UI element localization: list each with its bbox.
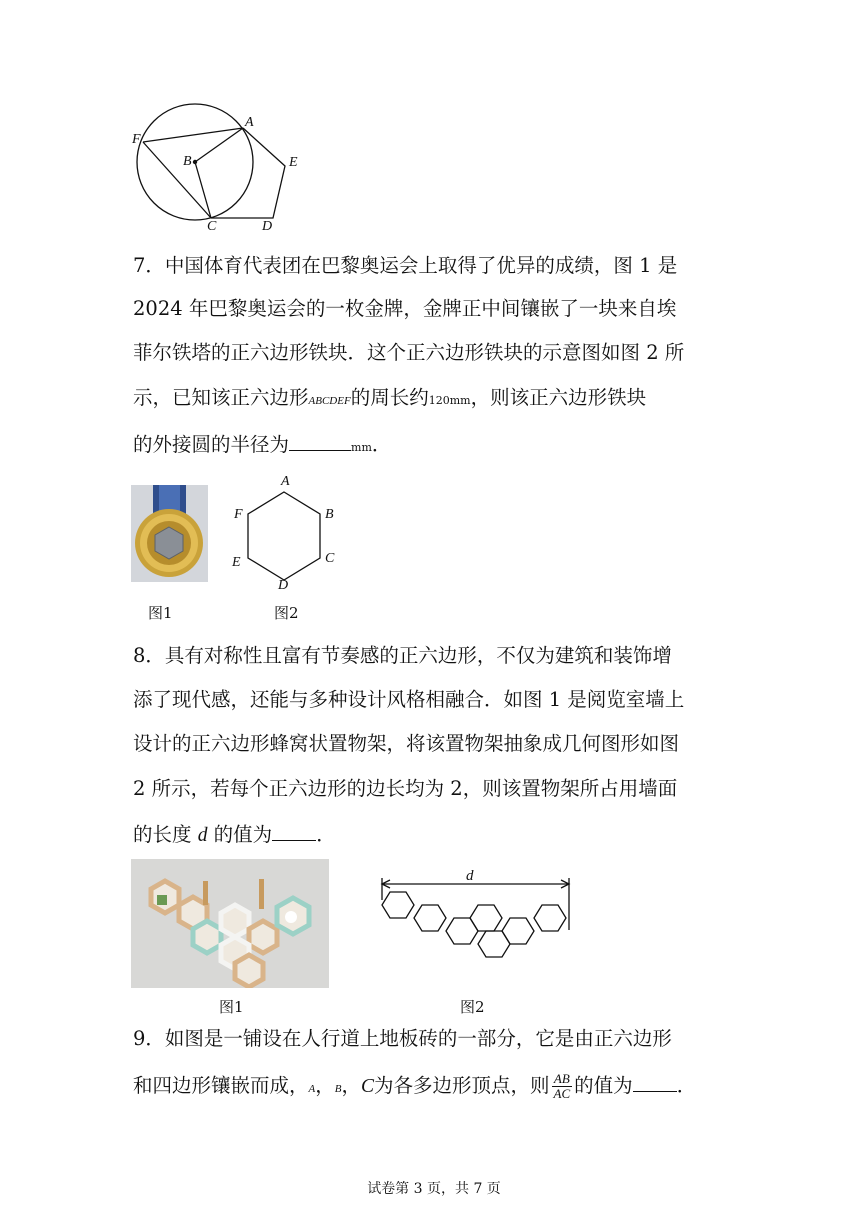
dimension-label-d: d [466,868,474,884]
hexagon-shelf-photo [131,859,329,988]
q7-line-1: 7．中国体育代表团在巴黎奥运会上取得了优异的成绩，图 1 是 [133,254,678,277]
q9-point-c: C [361,1076,375,1097]
page-footer: 试卷第 3 页，共 7 页 [367,1181,501,1197]
q9-text: 的值为 [574,1074,633,1097]
q9-fraction [552,1072,573,1101]
q7-perimeter: 120mm [428,394,471,407]
q9-line-2 [133,1072,696,1101]
q7-line-2: 2024 年巴黎奥运会的一枚金牌，金牌正中间镶嵌了一块来自埃 [133,297,677,320]
q7-line-3: 菲尔铁塔的正六边形铁块．这个正六边形铁块的示意图如图 2 所 [133,341,685,364]
q8-fig2-caption: 图2 [460,998,485,1016]
q8-line-5 [133,822,336,848]
q8-line-4: 2 所示，若每个正六边形的边长均为 2，则该置物架所占用墙面 [133,777,678,800]
q7-text: 示，已知该正六边形 [133,386,309,409]
q8-text: 的值为 [213,823,273,846]
point-label-d: D [262,219,273,234]
q7-line-4 [133,386,646,413]
regular-hexagon-diagram [240,488,330,586]
hex-label-c: C [325,551,335,566]
hex-label-a: A [281,474,290,489]
q9-point-b: B [334,1083,342,1095]
q9-text: 为各多边形顶点，则 [374,1074,550,1097]
point-label-c: C [207,219,217,234]
hex-label-e: E [232,555,241,570]
q8-variable-d: d [197,825,208,846]
q9-text: ． [676,1074,697,1097]
point-label-e: E [289,155,298,170]
q8-text: 的长度 [133,823,192,846]
q7-text: 的外接圆的半径为 [133,433,290,456]
hex-label-b: B [325,507,334,522]
q9-line-1: 9．如图是一铺设在人行道上地板砖的一部分，它是由正六边形 [133,1027,672,1050]
fraction-denominator: AC [553,1086,571,1101]
gold-medal-photo [131,485,208,582]
q7-fig1-caption: 图1 [148,604,173,622]
honeycomb-diagram [376,866,576,984]
q7-line-5 [133,432,391,460]
q9-separator: ， [341,1074,362,1097]
q8-line-2: 添了现代感，还能与多种设计风格相融合．如图 1 是阅览室墙上 [133,688,685,711]
q7-text: ，则该正六边形铁块 [470,386,647,409]
hex-label-f: F [234,507,243,522]
q9-point-a: A [308,1083,316,1095]
q7-hexagon-name: ABCDEF [308,395,351,407]
q9-text: 和四边形镶嵌而成， [133,1074,309,1097]
hex-label-d: D [278,578,289,593]
point-label-b: B [183,154,192,169]
q8-line-1: 8．具有对称性且富有节奏感的正六边形，不仅为建筑和装饰增 [133,644,672,667]
q9-answer-blank[interactable] [633,1073,677,1092]
point-label-f: F [132,132,141,147]
q8-line-3: 设计的正六边形蜂窝状置物架，将该置物架抽象成几何图形如图 [133,732,680,755]
q9-separator: ， [315,1074,335,1097]
q8-text: ． [316,823,336,846]
q8-fig1-caption: 图1 [219,998,244,1016]
q7-fig2-caption: 图2 [274,604,299,622]
q7-text: ． [371,433,392,456]
q7-text: 的周长约 [350,386,429,409]
q7-answer-blank[interactable] [289,432,351,451]
fraction-numerator: AB [552,1072,573,1087]
q8-answer-blank[interactable] [272,822,316,841]
point-label-a: A [245,115,254,130]
q7-unit: mm [351,441,372,454]
